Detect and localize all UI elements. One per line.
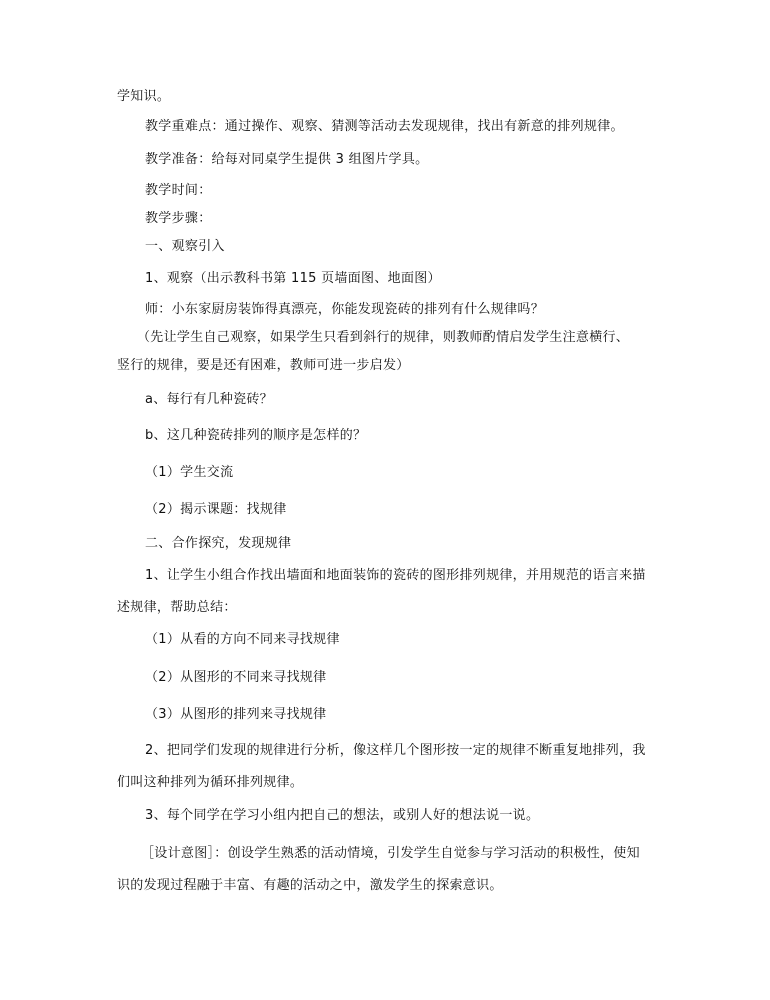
text-line-14: （2）揭示课题：找规律 xyxy=(145,502,287,517)
text-line-7: 1、观察（出示教科书第 115 页墙面图、地面图） xyxy=(145,271,441,286)
text-line-22: 们叫这种排列为循环排列规律。 xyxy=(117,775,304,790)
text-line-8: 师：小东家厨房装饰得真漂亮，你能发现瓷砖的排列有什么规律吗？ xyxy=(145,302,545,317)
text-line-21: 2、把同学们发现的规律进行分析，像这样几个图形按一定的规律不断重复地排列，我 xyxy=(145,743,646,758)
text-line-24: ［设计意图］：创设学生熟悉的活动情境，引发学生自觉参与学习活动的积极性，使知 xyxy=(141,846,640,861)
text-line-6: 一、观察引入 xyxy=(145,239,225,254)
text-line-1: 学知识。 xyxy=(117,89,171,104)
text-line-16: 1、让学生小组合作找出墙面和地面装饰的瓷砖的图形排列规律，并用规范的语言来描 xyxy=(145,568,646,583)
text-line-19: （2）从图形的不同来寻找规律 xyxy=(145,670,327,685)
text-line-25: 识的发现过程融于丰富、有趣的活动之中，激发学生的探索意识。 xyxy=(117,878,503,893)
text-line-15: 二、合作探究，发现规律 xyxy=(145,536,292,551)
text-line-3: 教学准备：给每对同桌学生提供 3 组图片学具。 xyxy=(145,152,429,167)
text-line-4: 教学时间： xyxy=(145,183,212,198)
text-line-2: 教学重难点：通过操作、观察、猜测等活动去发现规律，找出有新意的排列规律。 xyxy=(145,119,624,134)
text-line-23: 3、每个同学在学习小组内把自己的想法，或别人好的想法说一说。 xyxy=(145,808,540,823)
text-line-12: b、这几种瓷砖排列的顺序是怎样的？ xyxy=(145,428,367,443)
text-line-11: a、每行有几种瓷砖？ xyxy=(145,392,273,407)
text-line-10: 竖行的规律，要是还有困难，教师可进一步启发） xyxy=(117,358,410,373)
text-line-13: （1）学生交流 xyxy=(145,465,234,480)
text-line-17: 述规律，帮助总结： xyxy=(117,600,237,615)
text-line-5: 教学步骤： xyxy=(145,211,212,226)
text-line-18: （1）从看的方向不同来寻找规律 xyxy=(145,632,340,647)
text-line-9: （先让学生自己观察，如果学生只看到斜行的规律，则教师酌情启发学生注意横行、 xyxy=(137,330,630,345)
text-line-20: （3）从图形的排列来寻找规律 xyxy=(145,707,327,722)
